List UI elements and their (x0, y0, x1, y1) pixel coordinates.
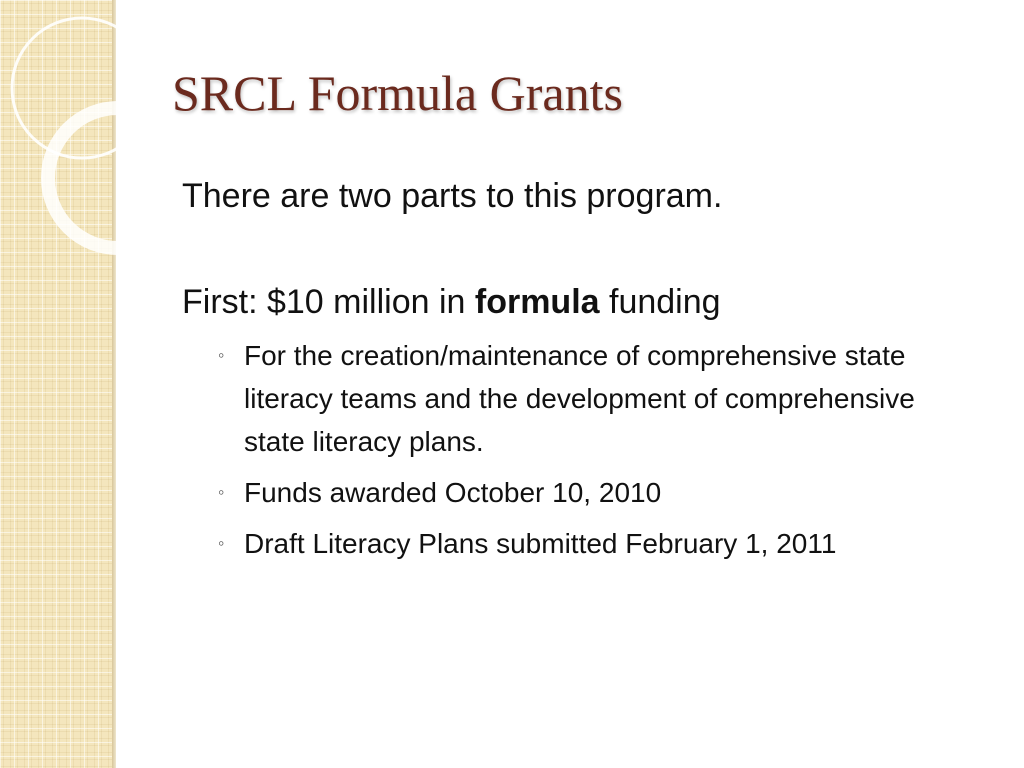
bullet-circle-icon: ◦ (218, 345, 225, 365)
bullet-text: For the creation/maintenance of comprehensive state literacy teams and the development of comprehensive state literacy plans. (244, 340, 915, 457)
decorative-ring-lower (48, 108, 140, 248)
bullet-item (218, 522, 982, 565)
decorative-ring-upper (12, 18, 140, 158)
intro-text: There are two parts to this program. (182, 177, 723, 215)
bullet-list (182, 334, 982, 565)
decorative-rings (0, 0, 140, 260)
first-part-emphasis: formula (474, 283, 600, 321)
slide-title: SRCL Formula Grants (172, 65, 623, 121)
bullet-circle-icon: ◦ (218, 482, 225, 502)
bullet-text: Funds awarded October 10, 2010 (244, 477, 662, 508)
bullet-circle-icon: ◦ (218, 533, 225, 553)
bullet-item (218, 471, 982, 514)
first-part-prefix: First: $10 million in (182, 283, 475, 321)
bullet-item (218, 334, 982, 463)
first-part-suffix: funding (599, 283, 721, 321)
bullet-text: Draft Literacy Plans submitted February 1, 2011 (244, 528, 837, 559)
slide-body (182, 174, 982, 573)
first-part-text (182, 280, 982, 324)
